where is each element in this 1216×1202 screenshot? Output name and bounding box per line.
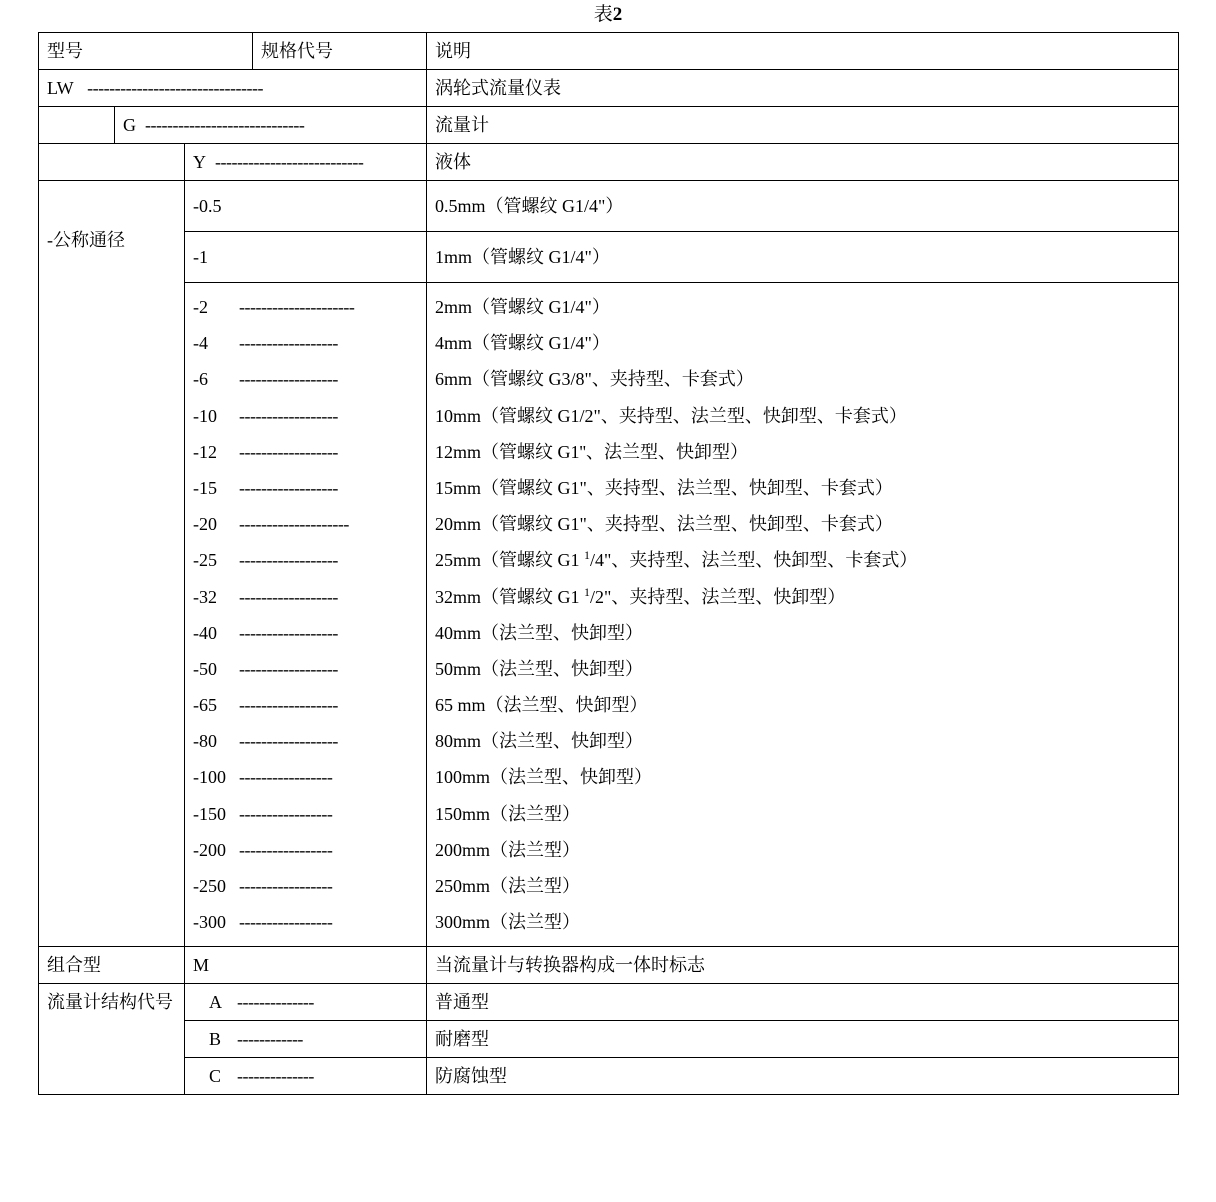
leader-dashes: ------------------ xyxy=(239,658,338,679)
code-text: -10 xyxy=(193,405,217,426)
combo-label-cell xyxy=(39,947,185,984)
list-item xyxy=(193,542,420,578)
structure-label: 流量计结构代号 xyxy=(47,992,173,1013)
list-item xyxy=(193,687,420,723)
leader-dashes: ----------------- xyxy=(239,803,333,824)
structure-code-cell-b xyxy=(185,1021,427,1058)
structure-label-cell xyxy=(39,984,185,1095)
indent-spacer xyxy=(39,107,114,143)
list-item: 20mm（管螺纹 G1"、夹持型、法兰型、快卸型、卡套式） xyxy=(435,514,893,535)
combo-code: M xyxy=(193,955,210,976)
list-item xyxy=(193,759,420,795)
list-item xyxy=(193,506,420,542)
leader-dashes: -------------- xyxy=(237,992,314,1013)
leader-dashes: ----------------- xyxy=(239,767,333,788)
combo-label: 组合型 xyxy=(47,955,101,976)
code-text: -250 xyxy=(193,876,226,896)
indent-spacer xyxy=(39,144,184,180)
prefix-desc-cell-lw xyxy=(427,70,1179,107)
list-item xyxy=(193,832,420,868)
leader-dashes: --------------------------- xyxy=(215,152,364,172)
list-item: 40mm（法兰型、快卸型） xyxy=(435,622,644,643)
code-text: -200 xyxy=(193,839,226,860)
header-cell-description xyxy=(427,33,1179,70)
diameter-desc-list-cell xyxy=(427,283,1179,947)
list-item: 6mm（管螺纹 G3/8"、夹持型、卡套式） xyxy=(435,369,754,390)
table-row xyxy=(39,70,1179,107)
list-item xyxy=(193,434,420,470)
header-spec-code-label: 规格代号 xyxy=(261,41,333,61)
code-text: -15 xyxy=(193,477,217,498)
diameter-code-cell-05 xyxy=(185,181,427,232)
diameter-desc-1: 1mm（管螺纹 G1/4"） xyxy=(435,247,610,267)
prefix-code-cell-g xyxy=(115,107,427,144)
header-cell-spec-code xyxy=(253,33,427,70)
list-item: 10mm（管螺纹 G1/2"、夹持型、法兰型、快卸型、卡套式） xyxy=(435,405,907,426)
list-item xyxy=(193,398,420,434)
code-text: -6 xyxy=(193,369,208,390)
list-item xyxy=(193,470,420,506)
prefix-code-g xyxy=(115,107,426,143)
table-row xyxy=(39,283,1179,947)
diameter-code-1: -1 xyxy=(193,247,208,267)
combo-desc: 当流量计与转换器构成一体时标志 xyxy=(435,955,705,976)
table-row xyxy=(39,144,1179,181)
structure-desc-c: 防腐蚀型 xyxy=(435,1066,507,1087)
prefix-code-lw xyxy=(39,70,426,106)
list-item: 15mm（管螺纹 G1"、夹持型、法兰型、快卸型、卡套式） xyxy=(435,477,893,498)
prefix-desc-y: 液体 xyxy=(435,152,471,172)
leader-dashes: ------------------ xyxy=(239,333,338,354)
diameter-code-cell-1 xyxy=(185,232,427,283)
table-row xyxy=(39,107,1179,144)
leader-dashes: ------------------ xyxy=(239,731,338,752)
list-item: 80mm（法兰型、快卸型） xyxy=(435,731,644,752)
code-text: -20 xyxy=(193,514,217,535)
leader-dashes: ------------------ xyxy=(239,405,338,426)
leader-dashes: ----------------- xyxy=(239,912,333,933)
table-header-row xyxy=(39,33,1179,70)
structure-code-a xyxy=(185,984,426,1020)
code-text: -40 xyxy=(193,622,217,643)
code-text: A xyxy=(209,992,222,1013)
prefix-desc-lw: 涡轮式流量仪表 xyxy=(435,78,561,98)
indent-cell xyxy=(39,144,185,181)
list-item: 50mm（法兰型、快卸型） xyxy=(435,658,644,679)
diameter-group-label: -公称通径 xyxy=(47,230,125,250)
list-item xyxy=(193,723,420,759)
structure-code-cell-a xyxy=(185,984,427,1021)
leader-dashes: ------------------ xyxy=(239,369,338,390)
table-row xyxy=(39,947,1179,984)
leader-dashes: ------------------ xyxy=(239,550,338,571)
diameter-desc-cell-1 xyxy=(427,232,1179,283)
table-row xyxy=(39,1058,1179,1095)
code-text: -65 xyxy=(193,695,217,716)
header-model-label: 型号 xyxy=(47,41,83,61)
leader-dashes: ------------------ xyxy=(239,622,338,643)
structure-desc-a: 普通型 xyxy=(435,992,489,1013)
code-text: G xyxy=(123,115,136,135)
list-item: 32mm（管螺纹 G1 $^1$/2"、夹持型、法兰型、快卸型） xyxy=(435,584,846,607)
combo-code-cell xyxy=(185,947,427,984)
prefix-code-y xyxy=(185,144,426,180)
diameter-code-list xyxy=(185,283,426,946)
structure-code-c xyxy=(185,1058,426,1094)
combo-desc-cell xyxy=(427,947,1179,984)
prefix-desc-cell-y xyxy=(427,144,1179,181)
leader-dashes: ------------ xyxy=(237,1029,303,1050)
list-item xyxy=(193,325,420,361)
list-item: 4mm（管螺纹 G1/4"） xyxy=(435,333,610,354)
prefix-desc-cell-g xyxy=(427,107,1179,144)
leader-dashes: ------------------ xyxy=(239,441,338,462)
diameter-desc-list xyxy=(427,283,1178,946)
caption-number: 2 xyxy=(612,4,623,25)
list-item: 2mm（管螺纹 G1/4"） xyxy=(435,297,610,317)
code-text: -300 xyxy=(193,912,226,933)
diameter-desc-cell-05 xyxy=(427,181,1179,232)
leader-dashes: -------------------------------- xyxy=(87,78,263,98)
structure-desc-cell-c xyxy=(427,1058,1179,1095)
code-text: -25 xyxy=(193,550,217,571)
leader-dashes: -------------------- xyxy=(239,514,349,535)
code-text: -150 xyxy=(193,803,226,824)
list-item xyxy=(193,904,420,940)
leader-dashes: -------------- xyxy=(237,1066,314,1087)
specification-table xyxy=(38,32,1179,1095)
list-item xyxy=(193,651,420,687)
list-item xyxy=(193,361,420,397)
leader-dashes: ------------------ xyxy=(239,586,338,607)
diameter-group-label-cell xyxy=(39,181,185,947)
list-item xyxy=(193,796,420,832)
structure-desc-b: 耐磨型 xyxy=(435,1029,489,1050)
code-text: LW xyxy=(47,78,74,98)
code-text: -4 xyxy=(193,333,208,354)
list-item: 250mm（法兰型） xyxy=(435,876,581,896)
list-item: 100mm（法兰型、快卸型） xyxy=(435,767,653,788)
list-item: 65 mm（法兰型、快卸型） xyxy=(435,695,648,716)
code-text: -12 xyxy=(193,441,217,462)
header-description-label: 说明 xyxy=(435,41,471,61)
list-item: 12mm（管螺纹 G1''、法兰型、快卸型） xyxy=(435,441,748,462)
prefix-desc-g: 流量计 xyxy=(435,115,489,135)
code-text: -80 xyxy=(193,731,217,752)
list-item: 200mm（法兰型） xyxy=(435,839,581,860)
indent-cell xyxy=(39,107,115,144)
table-caption xyxy=(0,0,1216,28)
prefix-code-cell-lw xyxy=(39,70,427,107)
list-item xyxy=(193,868,420,904)
code-text: Y xyxy=(193,152,206,172)
code-text: C xyxy=(209,1066,222,1087)
diameter-code-05: -0.5 xyxy=(193,196,222,216)
code-text: -32 xyxy=(193,586,217,607)
table-row xyxy=(39,181,1179,232)
structure-desc-cell-a xyxy=(427,984,1179,1021)
list-item: 25mm（管螺纹 G1 $^1$/4"、夹持型、法兰型、快卸型、卡套式） xyxy=(435,548,918,571)
list-item: 300mm（法兰型） xyxy=(435,912,581,933)
list-item xyxy=(193,615,420,651)
table-row xyxy=(39,1021,1179,1058)
code-text: -2 xyxy=(193,297,208,317)
table-row xyxy=(39,232,1179,283)
caption-label: 表 xyxy=(593,4,613,25)
leader-dashes: ----------------- xyxy=(239,839,333,860)
prefix-code-cell-y xyxy=(185,144,427,181)
code-text: B xyxy=(209,1029,222,1050)
diameter-code-list-cell xyxy=(185,283,427,947)
header-cell-model xyxy=(39,33,253,70)
list-item xyxy=(193,579,420,615)
leader-dashes: ----------------------------- xyxy=(145,115,305,135)
leader-dashes: ------------------ xyxy=(239,477,338,498)
diameter-desc-05: 0.5mm（管螺纹 G1/4"） xyxy=(435,196,624,216)
leader-dashes: --------------------- xyxy=(239,297,355,317)
code-text: -100 xyxy=(193,767,226,788)
structure-code-cell-c xyxy=(185,1058,427,1095)
structure-code-b xyxy=(185,1021,426,1057)
leader-dashes: ----------------- xyxy=(239,876,333,896)
leader-dashes: ------------------ xyxy=(239,695,338,716)
code-text: -50 xyxy=(193,658,217,679)
list-item: 150mm（法兰型） xyxy=(435,803,581,824)
structure-desc-cell-b xyxy=(427,1021,1179,1058)
list-item xyxy=(193,289,420,325)
table-row xyxy=(39,984,1179,1021)
